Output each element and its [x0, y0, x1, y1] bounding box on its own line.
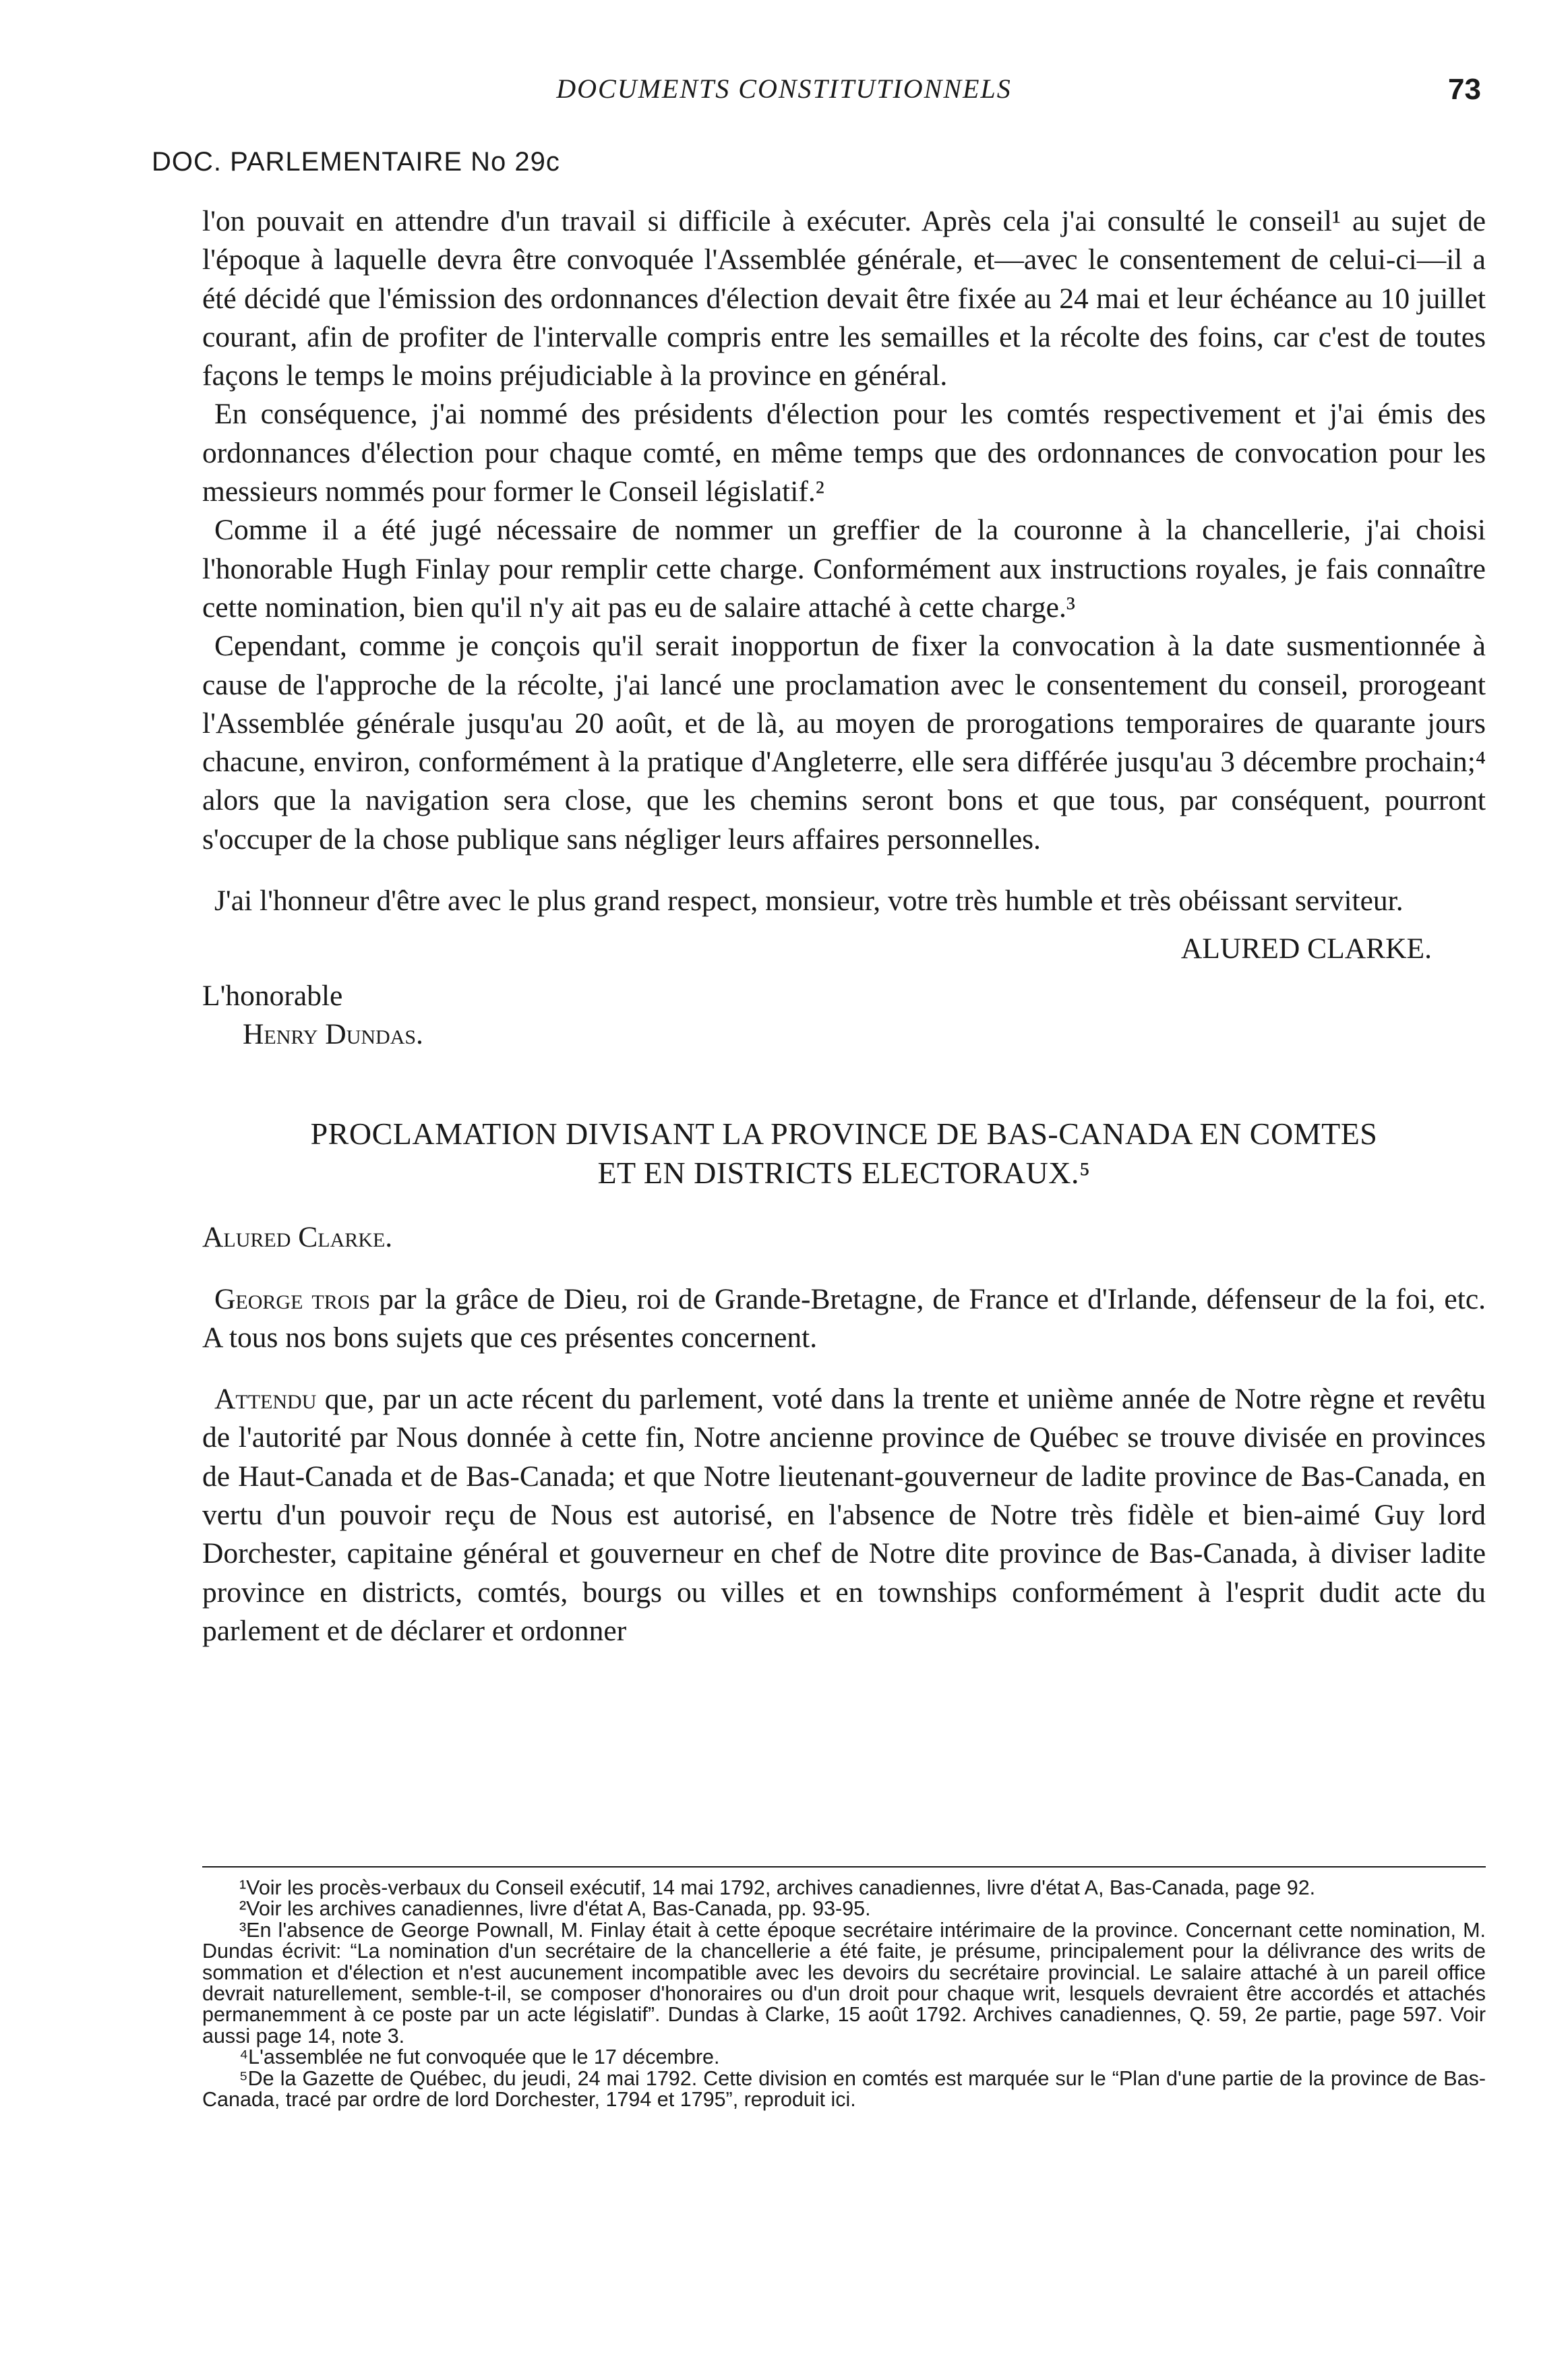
attendu-word: Attendu	[214, 1383, 317, 1416]
king-name: George trois	[214, 1282, 371, 1315]
footnote-1: ¹Voir les procès-verbaux du Conseil exécutif, 14 mai 1792, archives canadiennes, livre d'état A, Bas-Canada, page 92.	[239, 1876, 1316, 1899]
letter-paragraph-4: Cependant, comme je conçois qu'il serait inopportun de fixer la convocation à la date susmentionnée à cause de l'approche de la récolte, j'ai lancé une proclamation avec le consentement du conseil, prorogeant l'Assemblée générale jusqu'au 20 août, et de là, au moyen de prorogations temporaires de quarante jours chacune, environ, conformément à la pratique d'Angleterre, elle sera différée jusqu'au 3 décembre prochain;⁴ alors que la navigation sera close, que les chemins seront bons et que tous, par conséquent, pourront s'occuper de la chose publique sans négliger leurs affaires personnelles.	[202, 630, 1486, 856]
proclamation-preamble	[202, 1280, 1486, 1358]
letter-signature: ALURED CLARKE.	[1180, 932, 1432, 965]
proclamation-heading	[202, 1114, 1486, 1193]
footnote-4: ⁴L'assemblée ne fut convoquée que le 17 décembre.	[239, 2046, 720, 2069]
running-title: DOCUMENTS CONSTITUTIONNELS	[556, 73, 1012, 104]
letter-closing: J'ai l'honneur d'être avec le plus grand respect, monsieur, votre très humble et très obéissant serviteur.	[214, 885, 1404, 918]
page-number: 73	[1448, 73, 1481, 106]
proclamation-heading-line-1: PROCLAMATION DIVISANT LA PROVINCE DE BAS-CANADA EN COMTES	[310, 1116, 1378, 1152]
letter-salutation: L'honorable	[202, 979, 343, 1012]
letter-recipient: Henry Dundas.	[243, 1017, 423, 1050]
letter-paragraph-2: En conséquence, j'ai nommé des présidents d'élection pour les comtés respectivement et j'ai émis des ordonnances d'élection pour chaque comté, en même temps que des ordonnances de convocation pour les messieurs nommés pour former le Conseil législatif.²	[202, 398, 1486, 508]
running-header	[0, 73, 1568, 113]
preamble-text: par la grâce de Dieu, roi de Grande-Bretagne, de France et d'Irlande, défenseur de la foi, etc. A tous nos bons sujets que ces présentes concernent.	[202, 1282, 1486, 1354]
footnotes	[202, 1878, 1486, 2110]
footnote-5: ⁵De la Gazette de Québec, du jeudi, 24 mai 1792. Cette division en comtés est marquée sur le “Plan d'une partie de la province de Bas-Canada, tracé par ordre de lord Dorchester, 1794 et 1795”, reproduit ici.	[202, 2066, 1486, 2112]
attendu-text: que, par un acte récent du parlement, voté dans la trente et unième année de Notre règne et revêtu de l'autorité par Nous donnée à cette fin, Notre ancienne province de Québec se trouve divisée en provinces de Haut-Canada et de Bas-Canada; et que Notre lieutenant-gouverneur de ladite province de Bas-Canada, en vertu d'un pouvoir reçu de Nous est autorisé, en l'absence de Notre très fidèle et bien-aimé Guy lord Dorchester, capitaine général et gouverneur en chef de Notre dite province de Bas-Canada, à diviser ladite province en districts, comtés, bourgs ou villes et en townships conformément à l'esprit dudit acte du parlement et de déclarer et ordonner	[202, 1383, 1486, 1647]
proclamation-heading-line-2: ET EN DISTRICTS ELECTORAUX.⁵	[597, 1156, 1091, 1191]
letter-paragraph-3: Comme il a été jugé nécessaire de nommer un greffier de la couronne à la chancellerie, j'ai choisi l'honorable Hugh Finlay pour remplir cette charge. Conformément aux instructions royales, je fais connaître cette nomination, bien qu'il n'y ait pas eu de salaire attaché à cette charge.³	[202, 514, 1486, 624]
document-reference: DOC. PARLEMENTAIRE No 29c	[152, 147, 560, 177]
footnote-3: ³En l'absence de George Pownall, M. Finlay était à cette époque secrétaire intérimaire de la province. Concernant cette nomination, M. Dundas écrivit: “La nomination d'un secrétaire de la chancellerie a été faite, je présume, principalement pour la délivrance des writs de sommation et d'élection et n'est aucunement incompatible avec les devoirs du secrétaire provincial. Le salaire attaché à un pareil office devrait naturellement, semble-t-il, se composer d'honoraires ou d'un droit pour chaque writ, lesquels devraient être accordés et attachés permanemment à ce poste par un acte législatif”. Dundas à Clarke, 15 août 1792. Archives canadiennes, Q. 59, 2e partie, page 597. Voir aussi page 14, note 3.	[202, 1918, 1486, 2048]
main-text	[202, 202, 1486, 1650]
proclamation-attendu	[202, 1380, 1486, 1650]
proclamation-signer: Alured Clarke.	[202, 1221, 393, 1254]
footnote-2: ²Voir les archives canadiennes, livre d'état A, Bas-Canada, pp. 93-95.	[239, 1897, 871, 1921]
letter-paragraph-1: l'on pouvait en attendre d'un travail si difficile à exécuter. Après cela j'ai consulté le conseil¹ au sujet de l'époque à laquelle devra être convoquée l'Assemblée générale, et—avec le consentement de celui-ci—il a été décidé que l'émission des ordonnances d'élection devait être fixée au 24 mai et leur échéance au 10 juillet courant, afin de profiter de l'intervalle compris entre les semailles et la récolte des foins, car c'est de toutes façons le temps le moins préjudiciable à la province en général.	[202, 205, 1486, 392]
footnote-rule	[202, 1866, 1486, 1868]
